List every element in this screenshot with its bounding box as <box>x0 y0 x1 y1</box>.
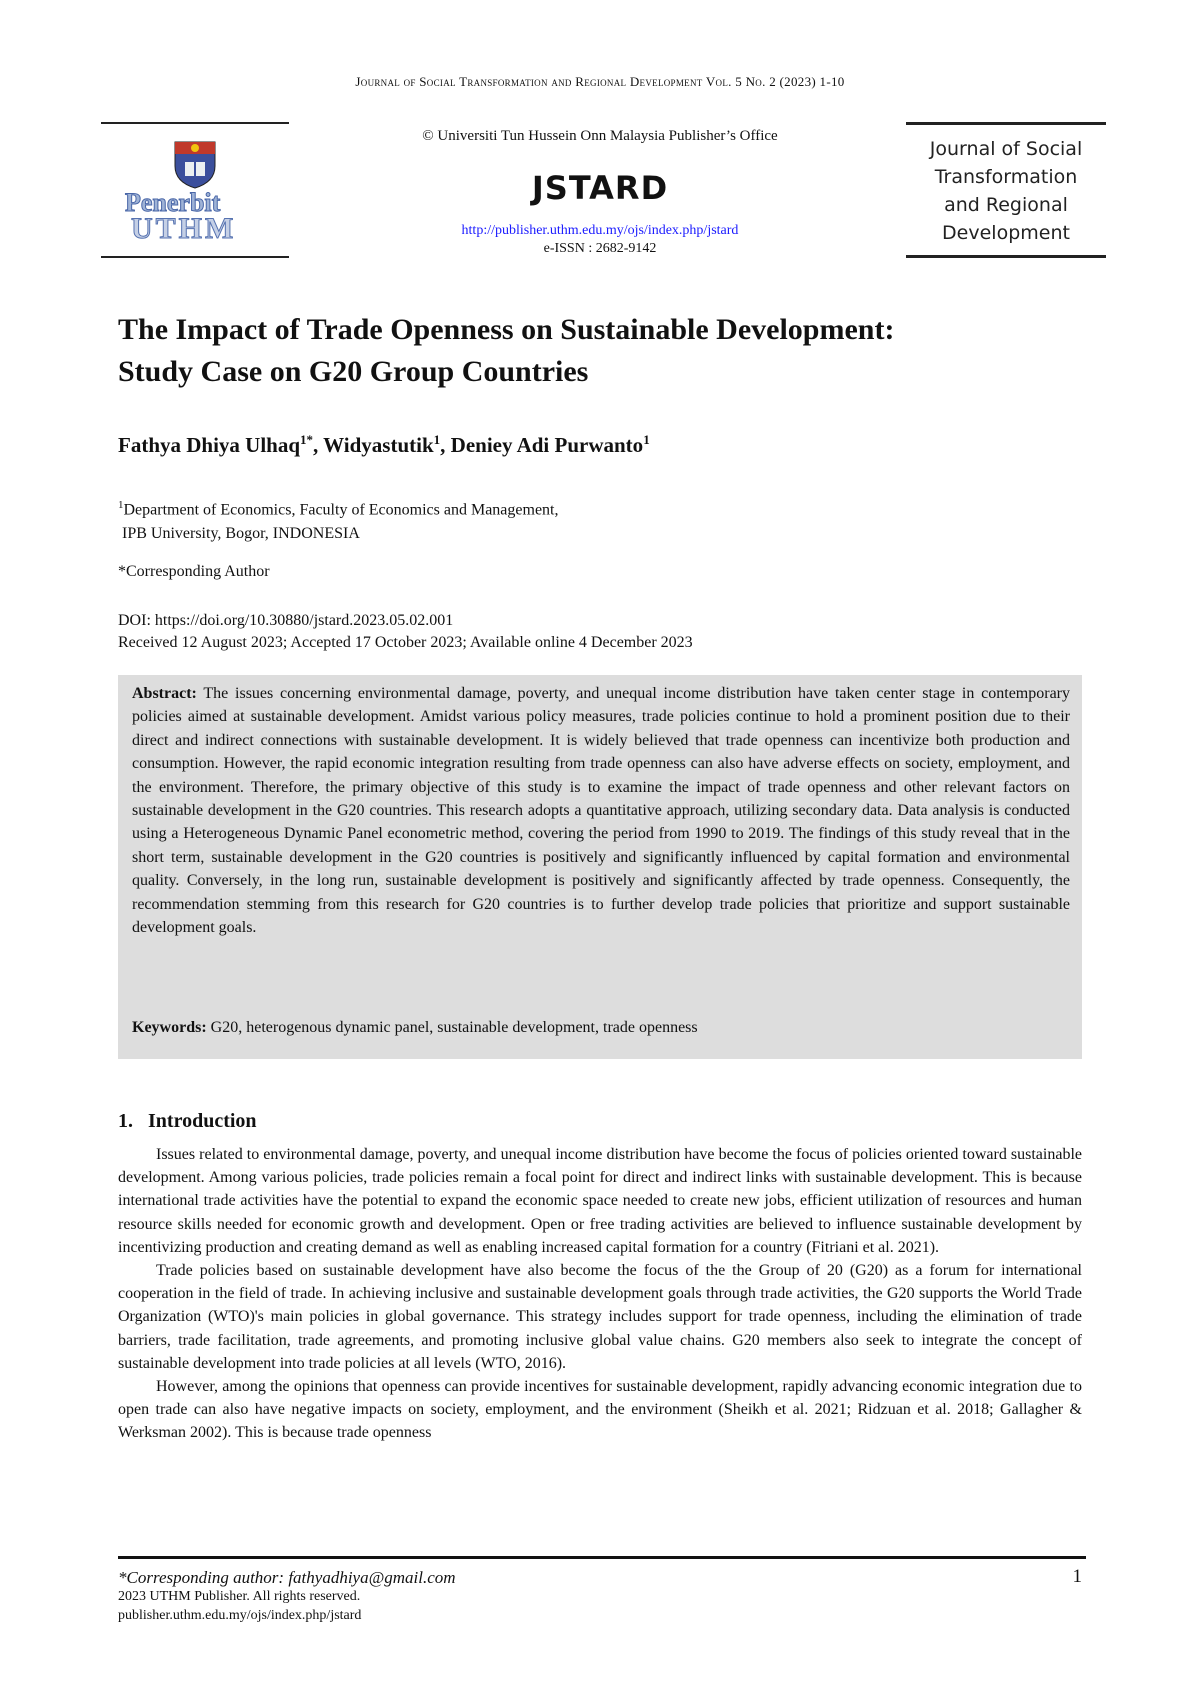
paragraph: However, among the opinions that openness can provide incentives for sustainable development, rapidly advancing economic integration due to open trade can also have negative impacts on society, employment, and the environment (Sheikh et al. 2021; Ridzuan et al. 2018; Gallagher & Werksman 2002). This is because trade openness <box>118 1378 1082 1442</box>
journal-url-link[interactable]: http://publisher.uthm.edu.my/ojs/index.php/jstard <box>461 223 739 238</box>
abstract <box>132 682 1070 939</box>
doi-link[interactable]: DOI: https://doi.org/10.30880/jstard.2023.05.02.001 <box>118 612 454 629</box>
journal-name-box <box>906 122 1106 258</box>
logo-text-penerbit: Penerbit <box>125 188 221 217</box>
affiliation-line: Department of Economics, Faculty of Economics and Management, <box>123 501 559 519</box>
footer-divider <box>118 1556 1086 1559</box>
corresponding-note: *Corresponding Author <box>118 563 270 580</box>
author-sup: 1 <box>643 432 650 447</box>
keywords <box>132 1019 1070 1037</box>
publisher-logo <box>101 122 289 258</box>
abstract-label: Abstract: <box>132 685 197 702</box>
author-name: Deniey Adi Purwanto <box>450 433 644 457</box>
affiliation <box>118 493 558 546</box>
introduction-body <box>118 1143 1082 1445</box>
footer-copyright: 2023 UTHM Publisher. All rights reserved. <box>118 1589 361 1604</box>
journal-name-line: Development <box>942 222 1070 244</box>
footer-corresponding-email[interactable]: *Corresponding author: fathyadhiya@gmail.com <box>118 1568 456 1587</box>
publisher-copyright: © Universiti Tun Hussein Onn Malaysia Publisher’s Office <box>422 128 778 144</box>
author-list: Fathya Dhiya Ulhaq$^{1*}$, Widyastutik$^1$, Deniey Adi Purwanto$^1$ <box>118 432 650 457</box>
title-line: Study Case on G20 Group Countries <box>118 355 589 388</box>
page-number: 1 <box>1072 1566 1082 1587</box>
footer <box>118 1568 1086 1625</box>
doi-block <box>118 610 693 654</box>
footer-url[interactable]: publisher.uthm.edu.my/ojs/index.php/jstard <box>118 1608 362 1623</box>
abstract-text: The issues concerning environmental damage, poverty, and unequal income distribution have taken center stage in contemporary policies aimed at sustainable development. Amidst various policy measures, trade policies continue to hold a prominent position due to their direct and indirect connections with sustainable development. It is widely believed that trade openness can incentivize both production and consumption. However, the rapid economic integration resulting from trade openness can also have adverse effects on society, employment, and the environment. Therefore, the primary objective of this study is to examine the impact of trade openness and other relevant factors on sustainable development in the G20 countries. This research adopts a quantitative approach, utilizing secondary data. Data analysis is conducted using a Heterogeneous Dynamic Panel econometric method, covering the period from 1990 to 2019. The findings of this study reveal that in the short term, sustainable development in the G20 countries is positively and significantly influenced by capital formation and environmental quality. Conversely, in the long run, sustainable development is positively and significantly affected by trade openness. Consequently, the recommendation stemming from this research for G20 countries is to further develop trade policies that prioritize and support sustainable development goals. <box>132 685 1070 937</box>
author-name: Fathya Dhiya Ulhaq <box>118 433 301 457</box>
keywords-label: Keywords: <box>132 1019 207 1036</box>
masthead-center <box>330 128 870 257</box>
author-name: Widyastutik <box>323 433 434 457</box>
affiliation-line: IPB University, Bogor, INDONESIA <box>122 525 360 543</box>
paragraph: Issues related to environmental damage, poverty, and unequal income distribution have become the focus of policies oriented toward sustainable development. Among various policies, trade policies remain a focal point for direct and indirect links with sustainable development. This is because international trade activities have the potential to expand the economic space needed to create new jobs, efficient utilization of resources and human resource skills needed for economic growth and development. Open or free trading activities are believed to influence sustainable development by incentivizing production and creating demand as well as enabling increased capital formation for a country (Fitriani et al. 2021). <box>118 1146 1082 1256</box>
logo-text-uthm: UTHM <box>131 212 237 245</box>
journal-name-line: Transformation <box>934 166 1078 188</box>
section-heading-introduction: 1. Introduction <box>118 1110 257 1132</box>
author-sup: 1* <box>300 432 314 447</box>
journal-name-line: Journal of Social <box>929 138 1083 160</box>
article-dates: Received 12 August 2023; Accepted 17 October 2023; Available online 4 December 2023 <box>118 634 693 651</box>
title-line: The Impact of Trade Openness on Sustainable Development: <box>118 313 895 346</box>
article-title <box>118 309 1098 393</box>
running-head: Journal of Social Transformation and Regional Development Vol. 5 No. 2 (2023) 1-10 <box>355 74 845 89</box>
journal-name-line: and Regional <box>944 194 1068 216</box>
issn: e-ISSN : 2682-9142 <box>543 241 657 256</box>
journal-acronym: JSTARD <box>531 169 669 207</box>
author-sup: 1 <box>433 432 441 447</box>
keywords-text: G20, heterogenous dynamic panel, sustainable development, trade openness <box>210 1019 698 1036</box>
affiliation-sup: 1 <box>118 499 124 511</box>
shield-icon <box>171 138 219 190</box>
paragraph: Trade policies based on sustainable development have also become the focus of the the Group of 20 (G20) as a forum for international cooperation in the field of trade. In achieving inclusive and sustainable development goals through trade activities, the G20 supports the World Trade Organization (WTO)'s main policies in global governance. This strategy includes support for trade openness, including the elimination of trade barriers, trade facilitation, trade agreements, and promoting inclusive global value chains. G20 members also seek to integrate the concept of sustainable development into trade policies at all levels (WTO, 2016). <box>118 1262 1082 1372</box>
